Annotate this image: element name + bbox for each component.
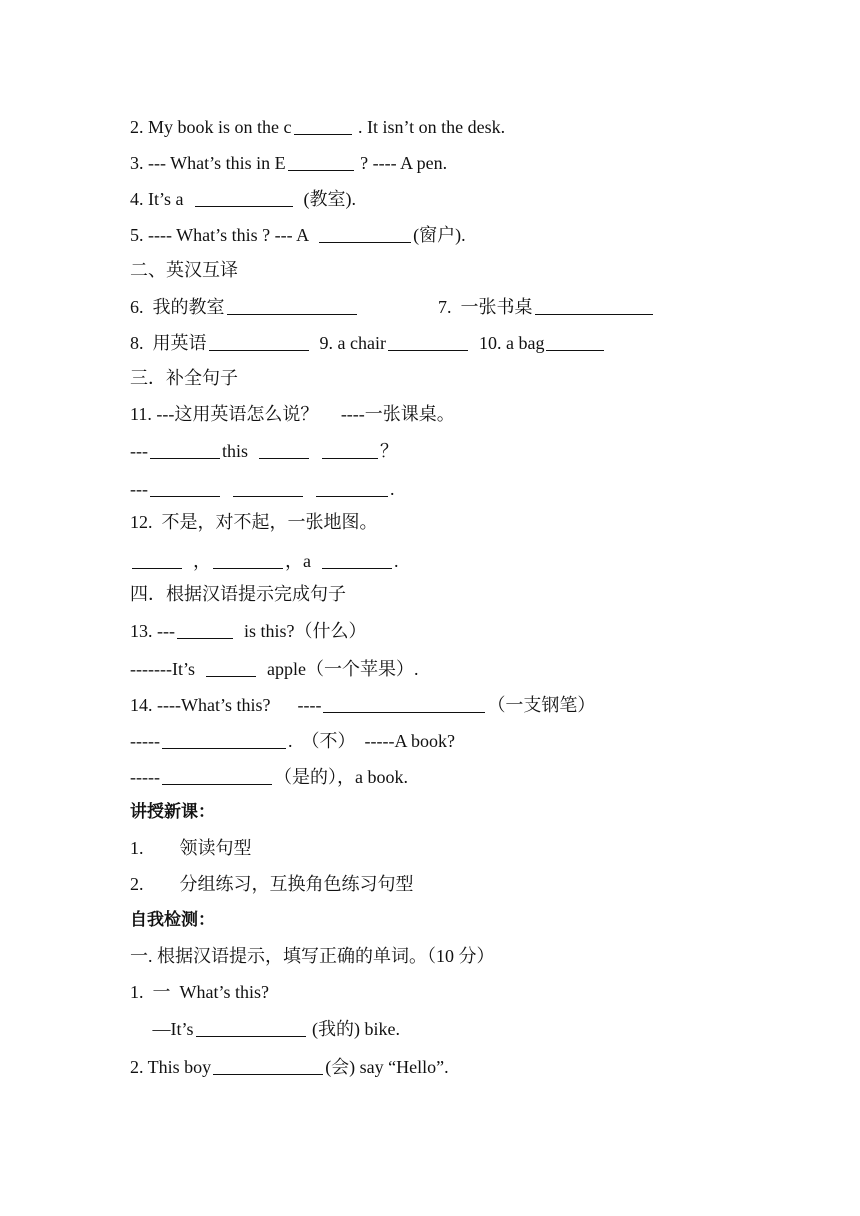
answer-blank[interactable]	[535, 296, 653, 315]
answer-blank[interactable]	[209, 332, 309, 351]
line-text: 12. 不是，对不起，一张地图。	[130, 512, 378, 532]
line-q14a	[130, 728, 455, 752]
line-text: 5. ---- What’s this ? --- A	[130, 225, 318, 245]
answer-blank[interactable]	[322, 550, 392, 569]
answer-blank[interactable]	[322, 440, 378, 459]
line-q7	[438, 294, 655, 318]
line-text: 2. My book is on the c	[130, 117, 292, 137]
line-text: -----	[130, 767, 160, 787]
answer-blank[interactable]	[316, 478, 388, 497]
line-text: 10. a bag	[469, 333, 545, 353]
answer-blank[interactable]	[132, 550, 182, 569]
line-text: 13. ---	[130, 621, 175, 641]
line-text: .	[394, 551, 399, 571]
line-text: 二、英汉互译	[130, 260, 238, 280]
line-t1q2	[130, 1054, 449, 1078]
answer-blank[interactable]	[288, 152, 354, 171]
answer-blank[interactable]	[213, 550, 283, 569]
answer-blank[interactable]	[162, 730, 286, 749]
line-text: 14. ----What’s this? ----	[130, 695, 322, 715]
line-t1q1a	[130, 1016, 400, 1040]
line-q11	[130, 402, 455, 426]
line-text: 7. 一张书桌	[438, 297, 533, 317]
line-text: 3. --- What’s this in E	[130, 153, 286, 173]
answer-blank[interactable]	[150, 478, 220, 497]
answer-blank[interactable]	[195, 188, 293, 207]
answer-blank[interactable]	[294, 116, 352, 135]
line-text: (窗户).	[413, 225, 466, 245]
line-text: (我的) bike.	[307, 1019, 400, 1039]
line-text: is this?（什么）	[234, 621, 367, 641]
line-text: (教室).	[294, 189, 356, 209]
line-n1	[130, 836, 252, 860]
line-text: .	[389, 479, 395, 499]
line-text	[311, 441, 320, 461]
line-text: 8. 用英语	[130, 333, 207, 353]
line-text: . It isn’t on the desk.	[353, 117, 506, 137]
line-text: . （不） -----A book?	[287, 731, 455, 751]
line-q6	[130, 294, 359, 318]
line-q4	[130, 186, 356, 210]
line-text	[222, 479, 231, 499]
line-text: 2. This boy	[130, 1057, 212, 1077]
line-text: -----	[130, 731, 160, 751]
answer-blank[interactable]	[196, 1018, 306, 1037]
line-q14b	[130, 764, 408, 788]
answer-blank[interactable]	[162, 766, 272, 785]
line-text: ？	[380, 441, 398, 461]
line-text: ，	[184, 551, 211, 571]
line-text	[305, 479, 314, 499]
line-s3	[130, 366, 238, 390]
line-text: 讲授新课：	[130, 802, 215, 822]
line-text: 11. ---这用英语怎么说？ ----一张课桌。	[130, 404, 455, 424]
line-q5	[130, 222, 466, 246]
line-text: 一. 根据汉语提示，填写正确的单词。（10 分）	[130, 946, 495, 966]
answer-blank[interactable]	[546, 332, 604, 351]
line-text: 1. 一 What’s this?	[130, 982, 269, 1002]
line-text: 自我检测：	[130, 910, 215, 930]
line-q2	[130, 114, 505, 138]
line-text: ---	[130, 479, 148, 499]
line-q11b	[130, 476, 394, 500]
line-text: （一支钢笔）	[487, 695, 596, 715]
line-text: —It’s	[130, 1019, 194, 1039]
answer-blank[interactable]	[233, 478, 303, 497]
answer-blank[interactable]	[227, 296, 357, 315]
line-q13	[130, 618, 367, 642]
line-q13a	[130, 656, 418, 680]
line-h2	[130, 908, 215, 932]
line-text: (会) say “Hello”.	[325, 1057, 449, 1077]
answer-blank[interactable]	[259, 440, 309, 459]
line-q12	[130, 510, 378, 534]
answer-blank[interactable]	[319, 224, 411, 243]
line-t1q1	[130, 980, 269, 1004]
line-q12a	[130, 548, 399, 572]
line-text: 6. 我的教室	[130, 297, 225, 317]
answer-blank[interactable]	[323, 694, 485, 713]
line-text: 4. It’s a	[130, 189, 193, 209]
line-text: ，a	[285, 551, 320, 571]
line-q14	[130, 692, 595, 716]
line-text: 三．补全句子	[130, 368, 238, 388]
line-q8	[130, 330, 606, 354]
answer-blank[interactable]	[206, 658, 256, 677]
line-s2	[130, 258, 238, 282]
line-text: 2. 分组练习，互换角色练习句型	[130, 874, 414, 894]
line-text: ? ---- A pen.	[355, 153, 448, 173]
line-text: apple（一个苹果）.	[257, 659, 419, 679]
line-text: 四．根据汉语提示完成句子	[130, 584, 346, 604]
line-text: -------It’s	[130, 659, 204, 679]
line-h1	[130, 800, 215, 824]
answer-blank[interactable]	[388, 332, 468, 351]
line-q3	[130, 150, 447, 174]
answer-blank[interactable]	[177, 620, 233, 639]
line-s4	[130, 582, 346, 606]
line-text: this	[221, 441, 257, 461]
line-t1	[130, 944, 495, 968]
line-text: ---	[130, 441, 148, 461]
line-text: （是的），a book.	[273, 767, 408, 787]
line-text: 9. a chair	[310, 333, 386, 353]
line-n2	[130, 872, 414, 896]
line-q11a	[130, 438, 398, 462]
answer-blank[interactable]	[150, 440, 220, 459]
answer-blank[interactable]	[213, 1056, 323, 1075]
line-text: 1. 领读句型	[130, 838, 252, 858]
